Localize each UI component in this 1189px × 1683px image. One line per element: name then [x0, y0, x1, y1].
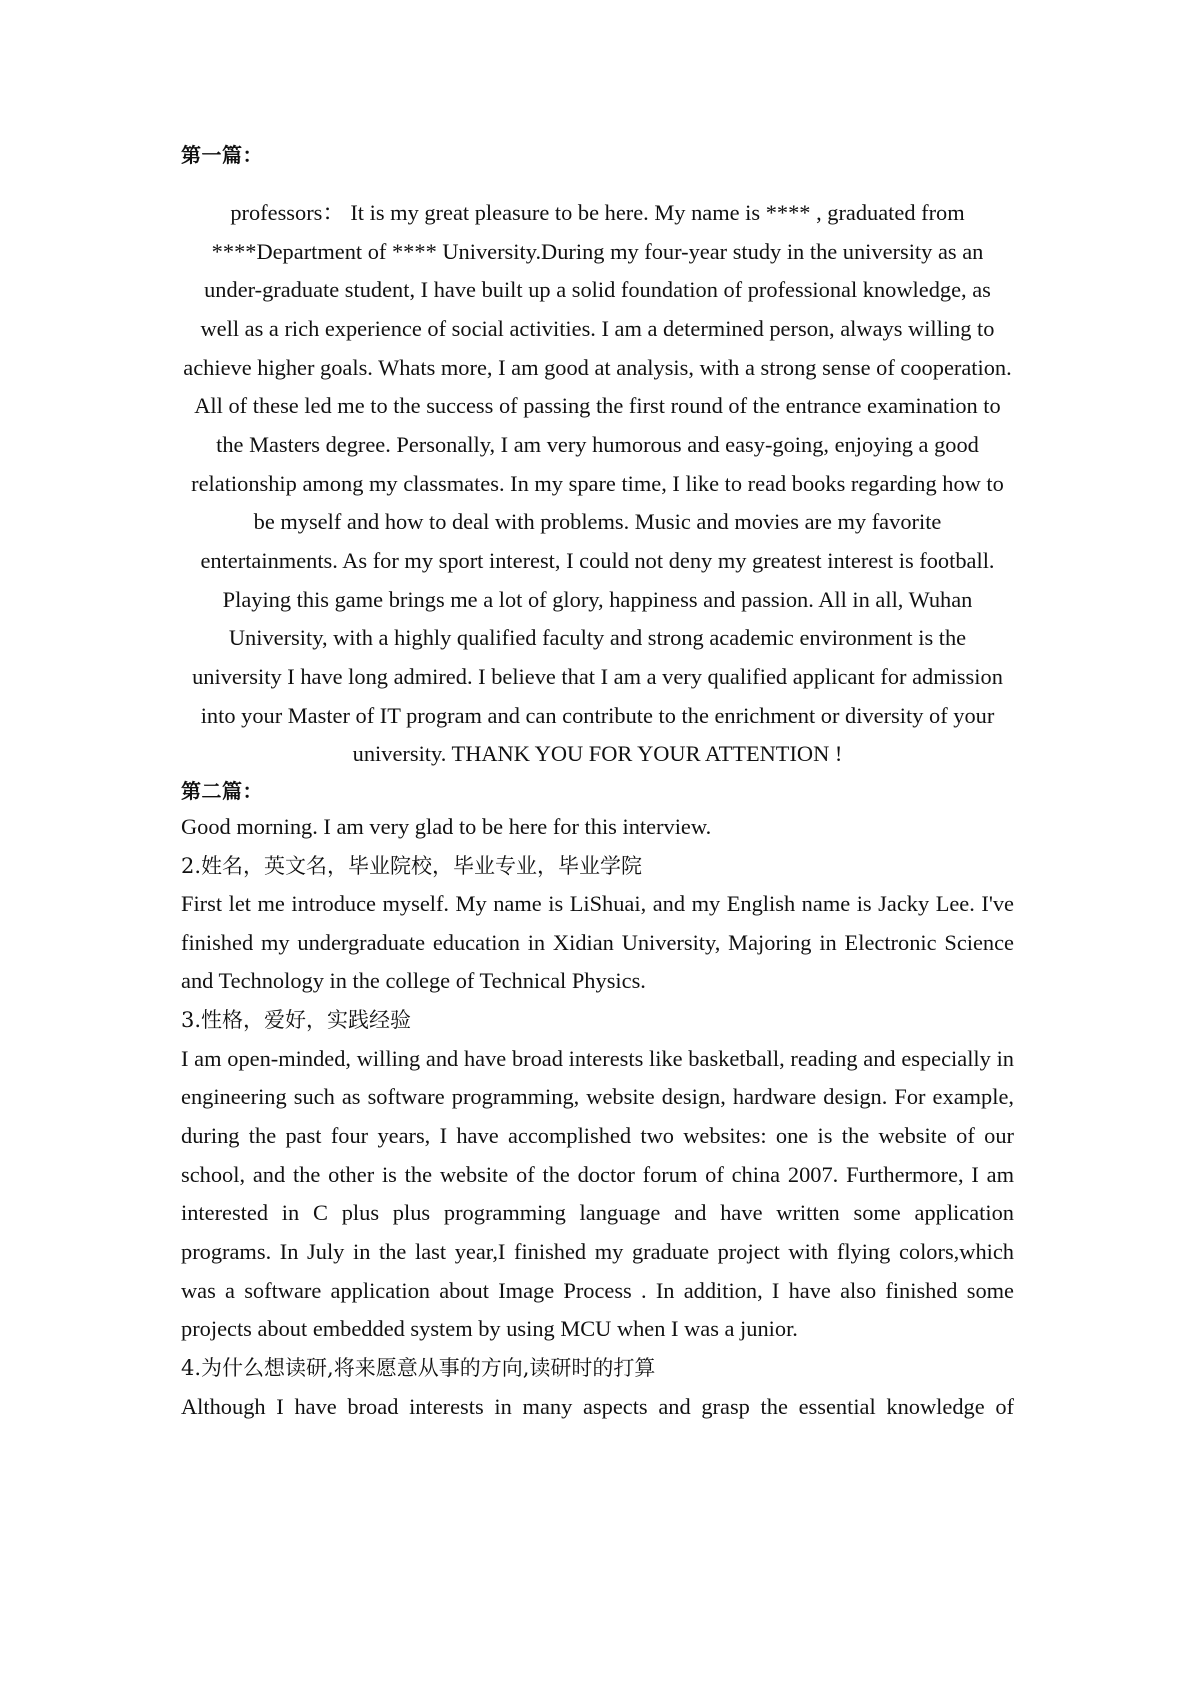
paragraph-introduction: First let me introduce myself. My name is LiShuai, and my English name is Jacky Lee. I've finished my undergraduate education in Xidian University, Majoring in Electronic Science and Technology in the college of Technical Physics. [181, 891, 1014, 994]
subheading-personality-hobbies: 3.性格，爱好，实践经验 [181, 1008, 412, 1033]
section-heading-1: 第一篇： [181, 143, 263, 167]
paragraph-graduate-reasons: Although I have broad interests in many aspects and grasp the essential knowledge of [181, 1393, 1014, 1419]
self-introduction-paragraph-1: professors： It is my great pleasure to be here. My name is **** , graduated from ****Department of **** University.During my four-year study in the university as an under-graduate student, I have built up a solid foundation of professional knowledge, as well as a rich experience of social activities. I am a determined person, always willing to achieve higher goals. Whats more, I am good at analysis, with a strong sense of cooperation. All of these led me to the success of passing the first round of the entrance examination to the Masters degree. Personally, I am very humorous and easy-going, enjoying a good relationship among my classmates. In my spare time, I like to read books regarding how to be myself and how to deal with problems. Music and movies are my favorite entertainments. As for my sport interest, I could not deny my greatest interest is football. Playing this game brings me a lot of glory, happiness and passion. All in all, Wuhan University, with a highly qualified faculty and strong academic environment is the university I have long admired. I believe that I am a very qualified applicant for admission into your Master of IT program and can contribute to the enrichment or diversity of your university. THANK YOU FOR YOUR ATTENTION ! [183, 200, 1012, 767]
greeting-line: Good morning. I am very glad to be here for this interview. [181, 813, 712, 839]
paragraph-interests-experience: I am open-minded, willing and have broad interests like basketball, reading and especially in engineering such as software programming, website design, hardware design. For example, during the past four years, I have accomplished two websites: one is the website of our school, and the other is the website of the doctor forum of china 2007. Furthermore, I am interested in C plus plus programming language and have written some application programs. In July in the last year,I finished my graduate project with flying colors,which was a software application about Image Process . In addition, I have also finished some projects about embedded system by using MCU when I was a junior. [181, 1045, 1014, 1342]
document-body [181, 138, 1014, 1426]
subheading-graduate-plans: 4.为什么想读研,将来愿意从事的方向,读研时的打算 [181, 1356, 656, 1380]
section-heading-2: 第二篇： [181, 778, 263, 803]
subheading-name-school: 2.姓名，英文名，毕业院校，毕业专业，毕业学院 [181, 853, 643, 878]
